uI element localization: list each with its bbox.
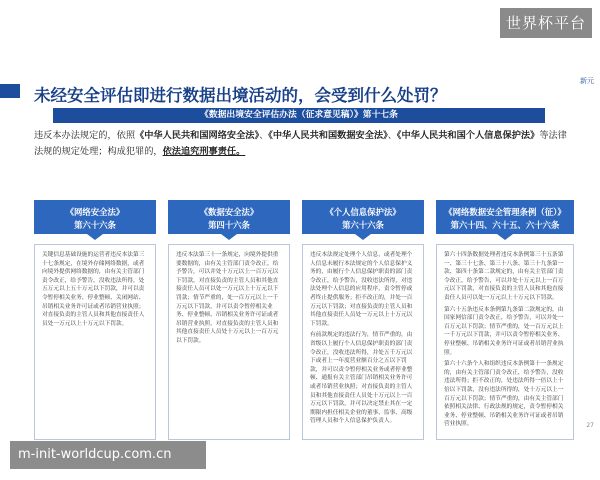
column-arrow <box>497 234 513 240</box>
column-data-security-law <box>168 200 290 440</box>
column-body <box>302 244 424 440</box>
column-paragraph: 第六十四条数据处理者违反本条例第三十五条第一、第三十七条、第三十八条、第三十九条第一款、第四十条第二款规定的，由有关主管部门责令改正，给予警告，可以并处十万元以上一百万元以下罚款，对直接负责的主管人员和其他直接责任人员可以处一万元以上十万元以下罚款。 <box>444 252 564 301</box>
column-arrow <box>221 234 237 240</box>
column-paragraph: 违反本法规定处理个人信息，或者处理个人信息未履行本法规定的个人信息保护义务的，由履行个人信息保护职责的部门责令改正，给予警告，没收违法所得，对违法处理个人信息的应用程序，责令暂停或者终止提供服务；拒不改正的，并处一百万元以下罚款；对直接负责的主管人员和其他直接责任人员处一万元以上十万元以下罚款。 <box>310 252 413 327</box>
watermark-badge-top: 世界杯平台 <box>500 8 592 38</box>
column-paragraph: 违反本法第三十一条规定，向境外提供重要数据的，由有关主管部门责令改正，给予警告，可以并处十万元以上一百万元以下罚款，对直接负责的主管人员和其他直接责任人员可以处一万元以上十万元以下罚款；情节严重的，处一百万元以上一千万元以下罚款，并可以责令暂停相关业务、停业整顿、吊销相关业务许可证或者吊销营业执照，对直接负责的主管人员和其他直接责任人员处十万元以上一百万元以下罚款。 <box>176 252 279 344</box>
law-data-security: 《中华人民共和国数据安全法》 <box>268 130 388 141</box>
column-paragraph: 第六十五条违反本条例第九条第二款规定的，由国家网信部门责令改正，给予警告，可以并处一百万元以下罚款；情节严重的，处一百万元以上一千万元以下罚款，并可以责令暂停相关业务、停业整顿、吊销相关业务许可证或者吊销营业执照。 <box>444 306 564 356</box>
column-paragraph: 第六十六条个人和组织违反本条例第十一条规定的，由有关主管部门责令改正，给予警告，没收违法所得；拒不改正的，处违法所得一倍以上十倍以下罚款，没有违法所得的，处十万元以上一百万元以下罚款；情节严重的，由有关主管部门依照相关法律、行政法规的规定，责令暂停相关业务、停业整顿、吊销相关业务许可证或者吊销营业执照。 <box>444 361 564 428</box>
column-personal-info-law <box>302 200 424 440</box>
column-header <box>34 200 156 234</box>
column-article: 第六十六条 <box>342 220 384 230</box>
watermark-badge-bottom: m-init-worldcup.com.cn <box>10 441 206 469</box>
column-arrow <box>355 234 371 240</box>
page-number: 27 <box>586 422 594 429</box>
intro-part-1: 违反本办法规定的，依照 <box>34 130 136 141</box>
column-network-data-regulation <box>436 200 574 440</box>
title-accent-bar <box>0 84 20 98</box>
intro-part-2: 等法律法规的规定处理；构成犯罪的， <box>34 130 567 157</box>
criminal-liability: 依法追究刑事责任。 <box>162 146 246 157</box>
column-paragraph: 有前款规定的违法行为，情节严重的，由省级以上履行个人信息保护职责的部门责令改正，没收违法所得，并处五千万元以下或者上一年度营业额百分之五以下罚款，并可以责令暂停相关业务或者停业整顿、通报有关主管部门吊销相关业务许可或者吊销营业执照；对直接负责的主管人员和其他直接责任人员处十万元以上一百万元以下罚款，并可以决定禁止其在一定期限内担任相关企业的董事、监事、高级管理人员和个人信息保护负责人。 <box>310 332 413 425</box>
column-cybersecurity-law <box>34 200 156 440</box>
column-header <box>302 200 424 234</box>
slide <box>0 70 600 440</box>
column-article: 第六十六条 <box>74 220 116 230</box>
column-arrow <box>87 234 103 240</box>
column-body <box>34 244 156 440</box>
column-title: 《个人信息保护法》 <box>325 207 401 217</box>
page-title: 未经安全评估即进行数据出境活动的，会受到什么处罚？ <box>34 86 447 105</box>
subtitle-banner: 《数据出境安全评估办法（征求意见稿）》第十七条 <box>53 108 545 123</box>
intro-text <box>34 128 570 160</box>
column-header <box>436 200 574 234</box>
column-body <box>168 244 290 440</box>
logo: 新元 <box>580 77 594 85</box>
column-header <box>168 200 290 234</box>
column-article: 第六十四、六十五、六十六条 <box>450 220 560 230</box>
column-title: 《网络数据安全管理条例（征）》 <box>444 207 566 217</box>
column-paragraph: 关键信息基础设施的运营者违反本法第三十七条规定，在境外存储网络数据，或者向境外提供网络数据的，由有关主管部门责令改正，给予警告，没收违法所得，处五万元以上五十万元以下罚款，并可以责令暂停相关业务、停业整顿、关闭网站、吊销相关业务许可证或者吊销营业执照；对直接负责的主管人员和其他直接责任人员处一万元以上十万元以下罚款。 <box>42 252 145 327</box>
intro-sep-2: 、 <box>387 130 397 141</box>
law-personal-info: 《中华人民共和国个人信息保护法》 <box>396 130 540 141</box>
law-cybersecurity: 《中华人民共和国网络安全法》 <box>135 130 260 141</box>
column-title: 《数据安全法》 <box>199 207 259 217</box>
column-title: 《网络安全法》 <box>65 207 125 217</box>
intro-sep-1: 、 <box>259 130 269 141</box>
column-article: 第四十六条 <box>208 220 250 230</box>
column-body <box>436 244 574 440</box>
